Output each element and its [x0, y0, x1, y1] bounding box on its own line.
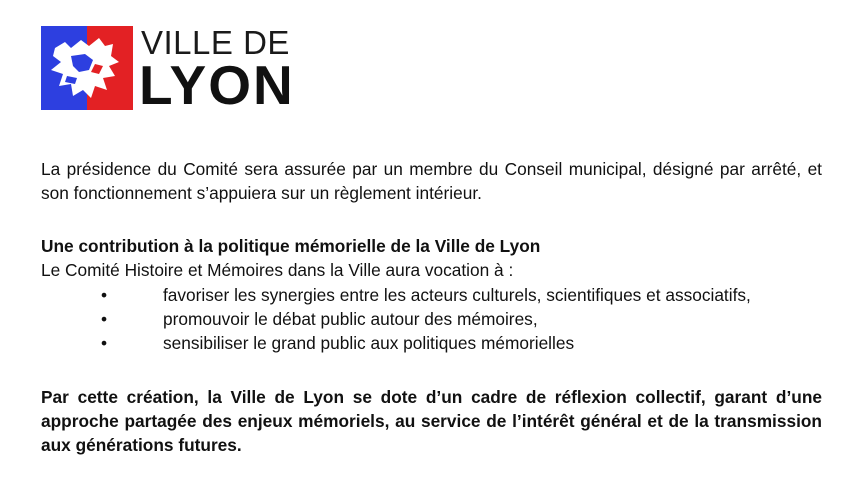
list-item	[41, 283, 822, 307]
section-heading: Une contribution à la politique mémorielle de la Ville de Lyon	[41, 236, 541, 256]
list-item-text: sensibiliser le grand public aux politiques mémorielles	[163, 333, 575, 353]
bullet-icon: •	[101, 333, 108, 353]
bullet-icon: •	[101, 285, 108, 305]
logo-text-lyon: LYON	[139, 54, 295, 116]
objectives-list	[41, 283, 822, 355]
logo-text-ville-de: VILLE DE	[141, 24, 290, 61]
intro-paragraph: La présidence du Comité sera assurée par un membre du Conseil municipal, désigné par arrêté, et son fonctionnement s’appuiera sur un règlement intérieur.	[41, 159, 822, 203]
list-item-text: promouvoir le débat public autour des mémoires,	[163, 309, 538, 329]
bullet-icon: •	[101, 309, 108, 329]
conclusion-paragraph: Par cette création, la Ville de Lyon se dote d’un cadre de réflexion collectif, garant d’une approche partagée des enjeux mémoriels, au service de l’intérêt général et de la transmission aux générations futures.	[41, 387, 822, 455]
ville-de-lyon-logo	[41, 24, 295, 116]
list-item-text: favoriser les synergies entre les acteurs culturels, scientifiques et associatifs,	[163, 285, 751, 305]
lead-paragraph: Le Comité Histoire et Mémoires dans la Ville aura vocation à :	[41, 260, 514, 280]
list-item	[41, 307, 822, 331]
list-item	[41, 331, 822, 355]
lyon-lion-emblem-icon	[41, 26, 133, 110]
